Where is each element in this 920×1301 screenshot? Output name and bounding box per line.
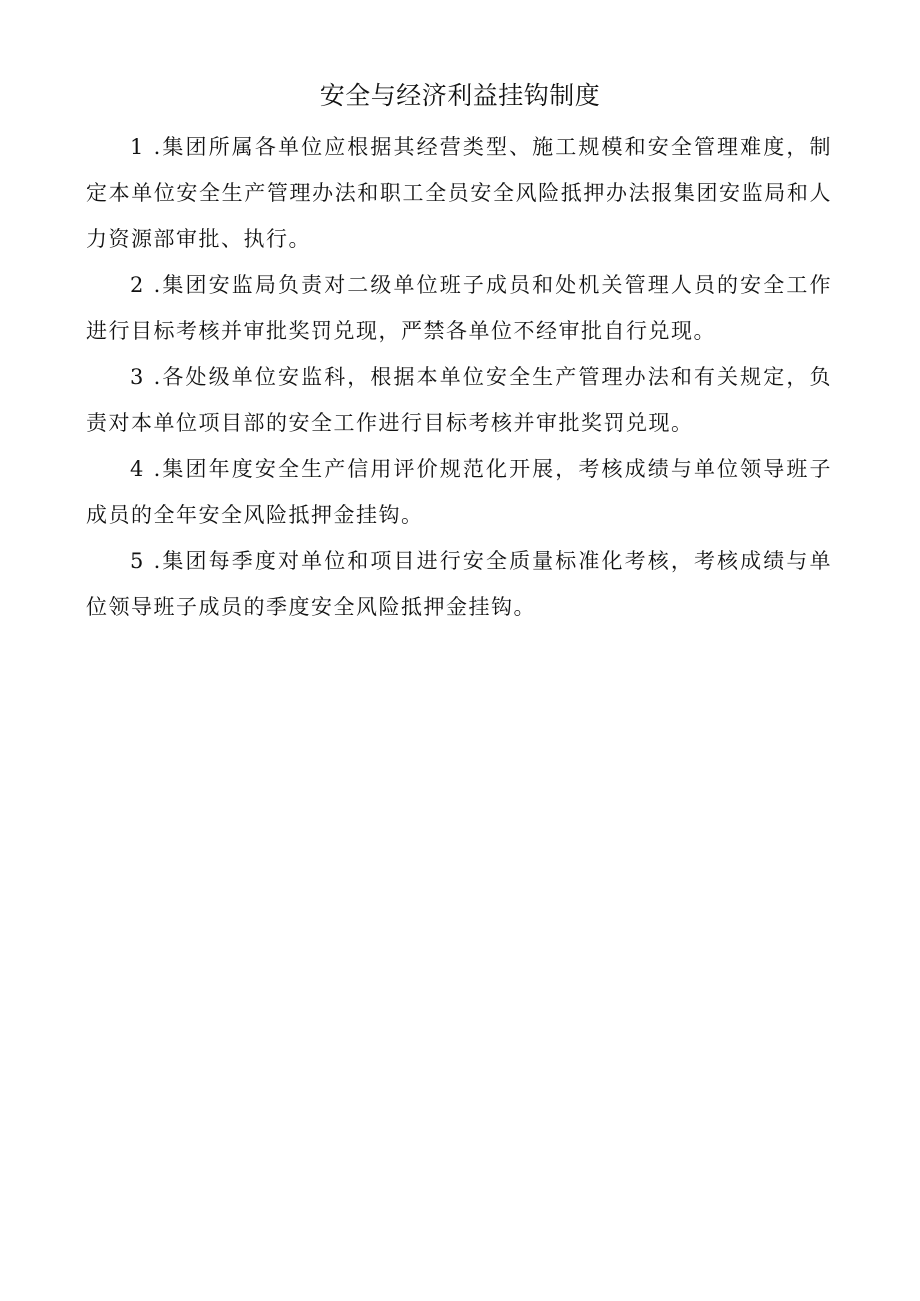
paragraph-3: 3 .各处级单位安监科，根据本单位安全生产管理办法和有关规定，负责对本单位项目部的安全工作进行目标考核并审批奖罚兑现。 xyxy=(86,365,832,435)
paragraph-2: 2 .集团安监局负责对二级单位班子成员和处机关管理人员的安全工作进行目标考核并审批奖罚兑现，严禁各单位不经审批自行兑现。 xyxy=(86,273,832,343)
document-body xyxy=(86,124,832,630)
document-title: 安全与经济利益挂钩制度 xyxy=(319,81,601,110)
paragraph-5: 5 .集团每季度对单位和项目进行安全质量标准化考核，考核成绩与单位领导班子成员的季度安全风险抵押金挂钩。 xyxy=(86,549,832,619)
paragraph-4: 4 .集团年度安全生产信用评价规范化开展，考核成绩与单位领导班子成员的全年安全风险抵押金挂钩。 xyxy=(86,457,832,527)
paragraph-1: 1 .集团所属各单位应根据其经营类型、施工规模和安全管理难度，制定本单位安全生产管理办法和职工全员安全风险抵押办法报集团安监局和人力资源部审批、执行。 xyxy=(86,135,832,251)
